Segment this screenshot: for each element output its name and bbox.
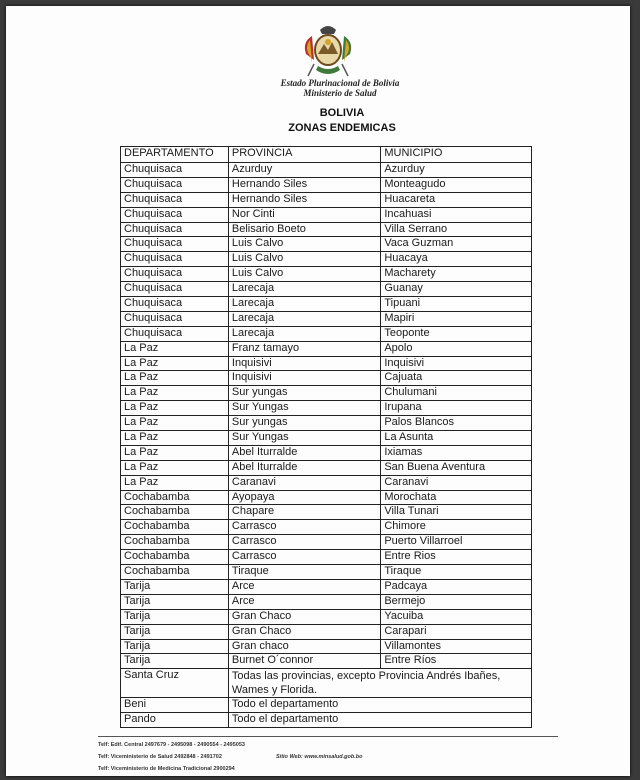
table-row xyxy=(121,192,532,207)
table-row xyxy=(121,475,532,490)
cell-provincia: Larecaja xyxy=(228,282,380,297)
table-row xyxy=(121,713,532,728)
cell-provincia: Nor Cinti xyxy=(228,207,380,222)
table-row xyxy=(121,445,532,460)
table-row xyxy=(121,237,532,252)
cell-provincia: Hernando Siles xyxy=(228,177,380,192)
cell-provincia: Carrasco xyxy=(228,550,380,565)
cell-municipio: Villa Tunari xyxy=(381,505,532,520)
table-row xyxy=(121,565,532,580)
cell-departamento: Tarija xyxy=(121,579,229,594)
cell-provincia: Luis Calvo xyxy=(228,237,380,252)
endemic-zones-table xyxy=(120,146,532,728)
cell-provincia: Luis Calvo xyxy=(228,267,380,282)
cell-departamento: Chuquisaca xyxy=(121,297,229,312)
cell-departamento: Cochabamba xyxy=(121,490,229,505)
cell-municipio: Villa Serrano xyxy=(381,222,532,237)
cell-provincia: Abel Iturralde xyxy=(228,460,380,475)
cell-municipio: Azurduy xyxy=(381,163,532,178)
cell-municipio: Mapiri xyxy=(381,311,532,326)
cell-municipio: Puerto Villarroel xyxy=(381,535,532,550)
cell-provincia: Tiraque xyxy=(228,565,380,580)
cell-provincia: Arce xyxy=(228,594,380,609)
ministry-org-line2: Ministerio de Salud xyxy=(303,88,377,98)
cell-municipio: Tiraque xyxy=(381,565,532,580)
cell-municipio: Ixiamas xyxy=(381,445,532,460)
table-row xyxy=(121,356,532,371)
cell-provincia: Caranavi xyxy=(228,475,380,490)
table-row xyxy=(121,341,532,356)
cell-departamento: La Paz xyxy=(121,341,229,356)
document-title: BOLIVIA xyxy=(319,107,365,119)
cell-provincia: Larecaja xyxy=(228,326,380,341)
cell-departamento: Beni xyxy=(121,698,229,713)
table-row xyxy=(121,609,532,624)
cell-municipio: Macharety xyxy=(381,267,532,282)
cell-municipio: Entre Rios xyxy=(381,550,532,565)
footer-divider xyxy=(98,736,558,737)
cell-departamento: Santa Cruz xyxy=(121,669,229,698)
cell-municipio: Cajuata xyxy=(381,371,532,386)
cell-coverage-note: Todo el departamento xyxy=(228,713,531,728)
cell-provincia: Gran Chaco xyxy=(228,624,380,639)
cell-departamento: Chuquisaca xyxy=(121,207,229,222)
cell-provincia: Gran chaco xyxy=(228,639,380,654)
cell-municipio: Villamontes xyxy=(381,639,532,654)
table-row xyxy=(121,311,532,326)
cell-municipio: Caranavi xyxy=(381,475,532,490)
table-row xyxy=(121,460,532,475)
cell-municipio: Yacuiba xyxy=(381,609,532,624)
coat-of-arms-icon xyxy=(298,20,358,84)
table-row xyxy=(121,431,532,446)
cell-departamento: Tarija xyxy=(121,654,229,669)
cell-departamento: Chuquisaca xyxy=(121,252,229,267)
footer-phone-viceministry-health: Telf: Viceministerio de Salud 2492848 - 2491702 xyxy=(98,754,222,760)
cell-departamento: Cochabamba xyxy=(121,505,229,520)
footer-website: Sitio Web: www.minsalud.gob.bo xyxy=(276,754,363,760)
cell-departamento: Cochabamba xyxy=(121,535,229,550)
cell-departamento: La Paz xyxy=(121,475,229,490)
cell-departamento: Tarija xyxy=(121,639,229,654)
table-row xyxy=(121,416,532,431)
cell-departamento: La Paz xyxy=(121,445,229,460)
table-row xyxy=(121,326,532,341)
table-row xyxy=(121,654,532,669)
cell-departamento: Pando xyxy=(121,713,229,728)
cell-provincia: Carrasco xyxy=(228,535,380,550)
cell-municipio: La Asunta xyxy=(381,431,532,446)
cell-provincia: Luis Calvo xyxy=(228,252,380,267)
cell-departamento: Tarija xyxy=(121,594,229,609)
cell-departamento: Chuquisaca xyxy=(121,222,229,237)
table-row xyxy=(121,267,532,282)
cell-municipio: San Buena Aventura xyxy=(381,460,532,475)
table-row xyxy=(121,297,532,312)
table-row xyxy=(121,252,532,267)
table-row xyxy=(121,207,532,222)
cell-municipio: Bermejo xyxy=(381,594,532,609)
cell-provincia: Sur Yungas xyxy=(228,401,380,416)
cell-provincia: Abel Iturralde xyxy=(228,445,380,460)
cell-departamento: Cochabamba xyxy=(121,520,229,535)
cell-provincia: Larecaja xyxy=(228,297,380,312)
table-row xyxy=(121,163,532,178)
cell-departamento: Chuquisaca xyxy=(121,163,229,178)
cell-municipio: Huacaya xyxy=(381,252,532,267)
cell-departamento: Chuquisaca xyxy=(121,267,229,282)
table-row xyxy=(121,594,532,609)
cell-departamento: Chuquisaca xyxy=(121,177,229,192)
table-row xyxy=(121,520,532,535)
document-page xyxy=(6,6,630,776)
table-row xyxy=(121,550,532,565)
cell-provincia: Gran Chaco xyxy=(228,609,380,624)
cell-municipio: Monteagudo xyxy=(381,177,532,192)
cell-municipio: Palos Blancos xyxy=(381,416,532,431)
table-body xyxy=(121,163,532,728)
cell-municipio: Huacareta xyxy=(381,192,532,207)
cell-departamento: Chuquisaca xyxy=(121,311,229,326)
cell-municipio: Guanay xyxy=(381,282,532,297)
cell-departamento: La Paz xyxy=(121,416,229,431)
cell-provincia: Burnet O´connor xyxy=(228,654,380,669)
cell-municipio: Apolo xyxy=(381,341,532,356)
cell-provincia: Ayopaya xyxy=(228,490,380,505)
cell-municipio: Carapari xyxy=(381,624,532,639)
cell-departamento: La Paz xyxy=(121,431,229,446)
cell-municipio: Teoponte xyxy=(381,326,532,341)
cell-departamento: Chuquisaca xyxy=(121,237,229,252)
cell-provincia: Sur Yungas xyxy=(228,431,380,446)
footer-phone-central: Telf: Edif. Central 2497679 - 2495098 - 2490554 - 2495053 xyxy=(98,742,245,748)
cell-provincia: Sur yungas xyxy=(228,416,380,431)
cell-coverage-note: Todo el departamento xyxy=(228,698,531,713)
column-header-municipio: MUNICIPIO xyxy=(381,147,532,163)
cell-provincia: Chapare xyxy=(228,505,380,520)
cell-municipio: Entre Ríos xyxy=(381,654,532,669)
table-row xyxy=(121,624,532,639)
cell-provincia: Azurduy xyxy=(228,163,380,178)
cell-municipio: Chulumani xyxy=(381,386,532,401)
cell-municipio: Inquisivi xyxy=(381,356,532,371)
table-row xyxy=(121,386,532,401)
cell-provincia: Inquisivi xyxy=(228,371,380,386)
footer-phone-viceministry-traditional: Telf: Viceministerio de Medicina Tradicional 2900294 xyxy=(98,766,235,772)
document-subtitle: ZONAS ENDEMICAS xyxy=(288,122,396,134)
table-row xyxy=(121,177,532,192)
table-row xyxy=(121,535,532,550)
cell-provincia: Inquisivi xyxy=(228,356,380,371)
cell-municipio: Incahuasi xyxy=(381,207,532,222)
column-header-departamento: DEPARTAMENTO xyxy=(121,147,229,163)
table-row xyxy=(121,222,532,237)
cell-departamento: Chuquisaca xyxy=(121,326,229,341)
cell-departamento: La Paz xyxy=(121,401,229,416)
cell-municipio: Chimore xyxy=(381,520,532,535)
cell-municipio: Tipuani xyxy=(381,297,532,312)
table-header-row xyxy=(121,147,532,163)
cell-provincia: Larecaja xyxy=(228,311,380,326)
cell-provincia: Arce xyxy=(228,579,380,594)
cell-departamento: Tarija xyxy=(121,609,229,624)
cell-departamento: La Paz xyxy=(121,356,229,371)
cell-provincia: Franz tamayo xyxy=(228,341,380,356)
table-row xyxy=(121,490,532,505)
table-row xyxy=(121,579,532,594)
column-header-provincia: PROVINCIA xyxy=(228,147,380,163)
cell-municipio: Vaca Guzman xyxy=(381,237,532,252)
cell-departamento: Cochabamba xyxy=(121,550,229,565)
cell-departamento: Chuquisaca xyxy=(121,282,229,297)
cell-coverage-note: Todas las provincias, excepto Provincia Andrés Ibañes, Wames y Florida. xyxy=(228,669,531,698)
cell-departamento: La Paz xyxy=(121,386,229,401)
table-row xyxy=(121,401,532,416)
cell-municipio: Irupana xyxy=(381,401,532,416)
table-row xyxy=(121,639,532,654)
cell-departamento: Tarija xyxy=(121,624,229,639)
table-row xyxy=(121,371,532,386)
cell-municipio: Morochata xyxy=(381,490,532,505)
cell-departamento: Chuquisaca xyxy=(121,192,229,207)
table-row xyxy=(121,698,532,713)
ministry-org-line1: Estado Plurinacional de Bolivia xyxy=(280,78,400,88)
cell-departamento: La Paz xyxy=(121,371,229,386)
table-row xyxy=(121,505,532,520)
cell-provincia: Hernando Siles xyxy=(228,192,380,207)
table-row xyxy=(121,282,532,297)
cell-provincia: Sur yungas xyxy=(228,386,380,401)
cell-municipio: Padcaya xyxy=(381,579,532,594)
cell-departamento: Cochabamba xyxy=(121,565,229,580)
cell-provincia: Belisario Boeto xyxy=(228,222,380,237)
cell-provincia: Carrasco xyxy=(228,520,380,535)
cell-departamento: La Paz xyxy=(121,460,229,475)
table-row xyxy=(121,669,532,698)
